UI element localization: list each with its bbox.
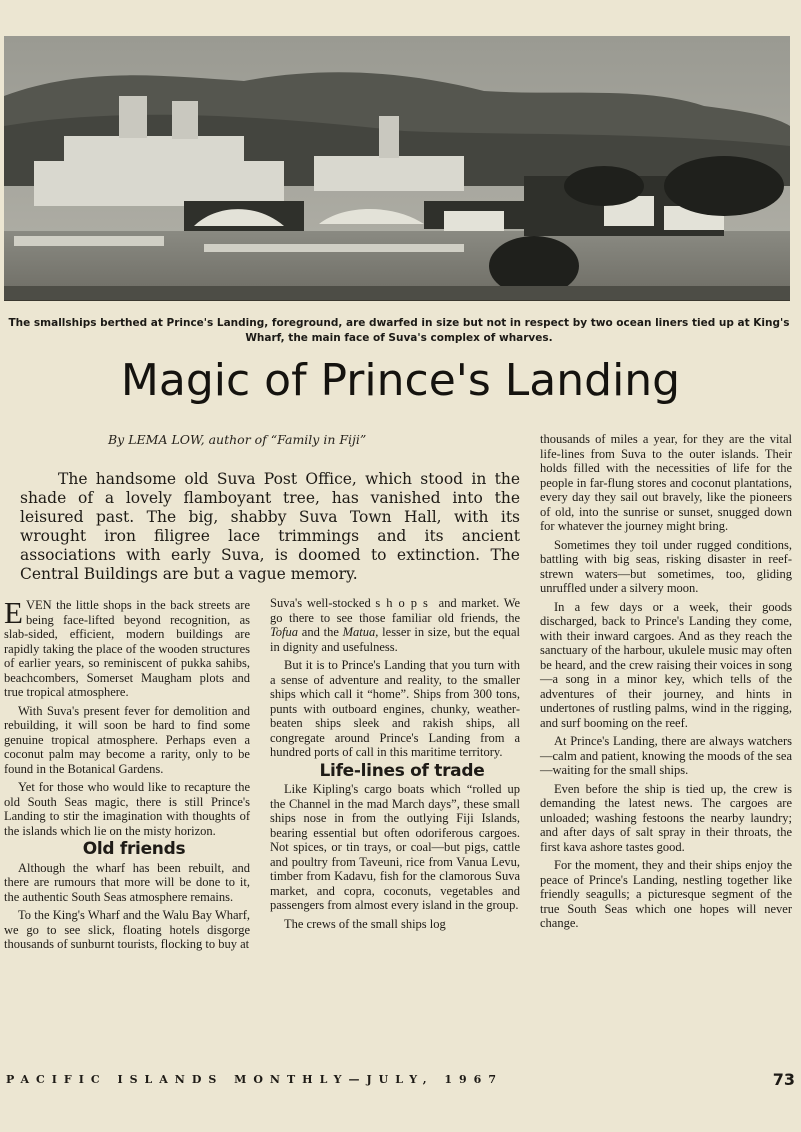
paragraph [270,596,520,654]
paragraph: Like Kipling's cargo boats which “rolled up the Channel in the mad March days”, these small ships nose in from the outlying Fiji Islands, bearing essential but often odoriferous cargoes. Not spices, or tin trays, or coal—but pigs, cattle and poultry from Taveuni, rice from Vanua Levu, timber from Kadavu, fish for the clamorous Suva market, and copra, coconuts, vegetables and passengers from almost every island in the group. [270,782,520,912]
drop-cap: E [4,595,23,630]
paragraph: To the King's Wharf and the Walu Bay Wharf, we go to see slick, floating hotels disgorge thousands of sunburnt tourists, flocking to buy at [4,908,250,951]
subhead-life-lines: Life-lines of trade [319,760,485,781]
paragraph: In a few days or a week, their goods discharged, back to Prince's Landing they come, with their inward cargoes. And as they reach the sanctuary of the harbour, ukulele music may often be heard, and the crew raising their voices in song—a song in a minor key, which tells of the adventures of their journey, and hints in undertones of rustling palms, wind in the rigging, and surf booming on the reef. [540,599,792,730]
harbour-photo-illustration [4,36,790,300]
paragraph: Sometimes they toil under rugged conditions, battling with big seas, risking disaster in reef-strewn waters—but sometimes, too, gliding unruffled under a silvery moon. [540,537,792,595]
paragraph: Although the wharf has been rebuilt, and there are rumours that more will be done to it, the authentic South Seas atmosphere remains. [4,860,250,904]
paragraph-text: and the [301,625,339,639]
paragraph: For the moment, they and their ships enjoy the peace of Prince's Landing, nestling together like friendly seagulls; a picturesque segment of the true South Seas which one hopes will never change. [540,858,792,930]
footer-publication: PACIFIC ISLANDS MONTHLY—JULY, 1967 [6,1073,503,1086]
column-3 [540,432,792,935]
paragraph: With Suva's present fever for demolition and rebuilding, it will soon be hard to find some genuine tropical atmosphere. Perhaps even a coconut palm may become a rarity, only to be found in the Botanical Gardens. [4,703,250,776]
headline: Magic of Prince's Landing [120,355,681,406]
subhead-old-friends: Old friends [82,839,186,859]
paragraph-text: lesser in size, but the equal in dignity and usefulness. [270,625,521,654]
paragraph: thousands of miles a year, for they are the vital life-lines from Suva to the outer islands. Their holds filled with the necessities of life for the people in far-flung stores and coconut plantations, every day they sail out bravely, like the pioneers of old, into the sunrise or sunset, snugged down for whatever the journey might bring. [540,432,792,533]
paragraph [4,595,250,700]
ship-name: Tofua [270,625,299,639]
paragraph-text: and market. We go there to see those familiar old friends, the [270,596,521,625]
paragraph: At Prince's Landing, there are always watchers—calm and patient, knowing the moods of the sea—waiting for the small ships. [540,734,792,777]
harbour-photo [4,36,790,301]
paragraph: Even before the ship is tied up, the crew is demanding the latest news. The cargoes are unloaded; washing festoons the nearby laundry; and after days of salt spray in their throats, the first kava ashore tastes good. [540,781,792,854]
paragraph: Yet for those who would like to recapture the old South Seas magic, there is still Prince's Landing to stir the imagination with thoughts of the islands which lie on the misty horizon. [4,780,250,838]
paragraph-text: Suva's well-stocked [270,596,371,610]
ship-name: Matua, [342,625,379,639]
paragraph-text: VEN the little shops in the back streets are being face-lifted beyond recognition, as slab-sided, efficient, modern buildings are rapidly taking the place of the wooden structures of earlier years, so reminiscent of pukka sahibs, beachcombers, Somerset Maugham plots and true tropical atmosphere. [4,598,250,699]
photo-caption: The smallships berthed at Prince's Landing, foreground, are dwarfed in size but not in respect by two ocean liners tied up at King's Wharf, the main face of Suva's complex of wharves. [8,317,790,344]
paragraph: But it is to Prince's Landing that you turn with a sense of adventure and reality, to the smaller ships which call it “home”. Ships from 300 tons, punts with outboard engines, chunky, weather-beaten ships sleek and rakish ships, all congregate around Prince's Landing from a hundred ports of call in this maritime territory. [270,658,520,759]
byline: By LEMA LOW, author of “Family in Fiji” [108,432,367,447]
column-1 [4,595,250,956]
paragraph: The crews of the small ships log [284,916,446,931]
spaced-word: shops [375,596,434,610]
page-number: 73 [772,1070,795,1089]
lead-paragraph: The handsome old Suva Post Office, which stood in the shade of a lovely flamboyant tree, has vanished into the leisured past. The big, shabby Suva Town Hall, with its wrought iron filigree lace trimmings and its ancient associations with early Suva, is doomed to extinction. The Central Buildings are but a vague memory. [20,470,520,583]
column-2 [270,596,520,935]
